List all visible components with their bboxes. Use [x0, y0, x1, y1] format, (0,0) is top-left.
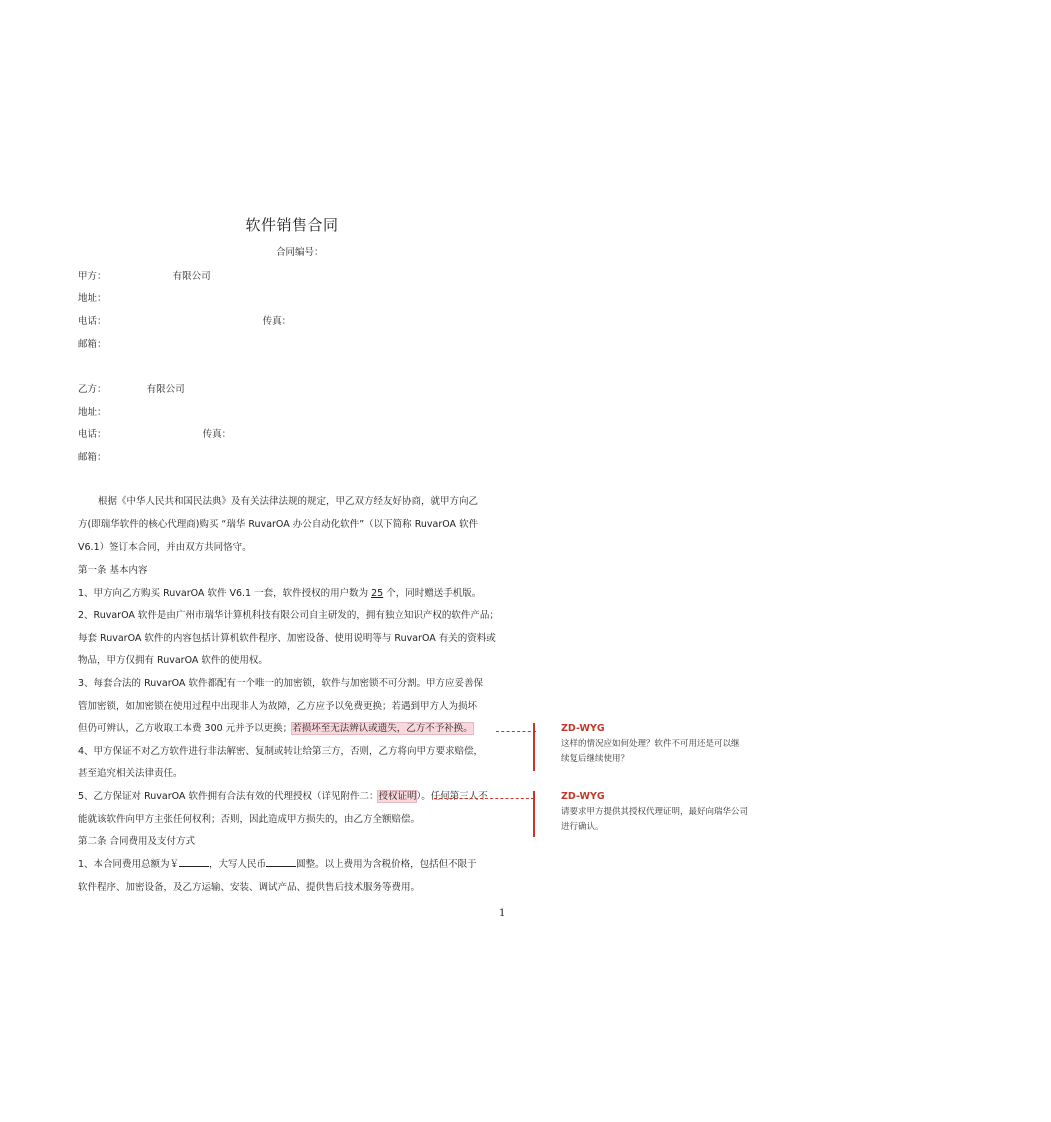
- party-a-phone-line: [78, 313, 291, 327]
- comment-line: 这样的情况应如何处理？软件不可用还是可以继: [561, 739, 740, 749]
- article-1-item-2-line: 物品，甲方仅拥有 RuvarOA 软件的使用权。: [78, 655, 268, 666]
- party-b-company: 有限公司: [146, 384, 185, 395]
- comment-author: ZD-WYG: [561, 791, 605, 802]
- article-1-item-4-line: 甚至追究相关法律责任。: [78, 768, 183, 779]
- article-1-title: 第一条 基本内容: [78, 565, 148, 576]
- total-fee-blank: [179, 857, 209, 867]
- party-a-fax: 传真：: [262, 316, 292, 327]
- article-1-item-1: [78, 585, 506, 599]
- preamble-line: V6.1）签订本合同，并由双方共同恪守。: [78, 542, 252, 553]
- party-b-address: 地址：: [78, 407, 107, 418]
- article-1-item-3-line: [78, 720, 506, 734]
- article-1-item-5-line: [78, 788, 506, 802]
- total-fee-label: 1、本合同费用总额为￥: [78, 859, 180, 870]
- comment-line: 进行确认。: [561, 822, 604, 832]
- party-a-email: 邮箱：: [78, 339, 107, 350]
- comment-bar: [533, 791, 535, 837]
- comment-body[interactable]: [561, 805, 761, 835]
- fee-terms-text: 圆整。以上费用为含税价格，包括但不限于: [296, 859, 477, 870]
- party-b-line: [78, 381, 185, 395]
- highlighted-text[interactable]: 授权证明: [378, 791, 417, 802]
- party-a-company: 有限公司: [172, 271, 211, 282]
- comment-author: ZD-WYG: [561, 723, 605, 734]
- comment-connector: [496, 731, 536, 732]
- document-title: 软件销售合同: [245, 216, 339, 234]
- article-2-title: 第二条 合同费用及支付方式: [78, 836, 196, 847]
- article-1-item-3-line: 3、每套合法的 RuvarOA 软件都配有一个唯一的加密锁，软件与加密锁不可分割。甲方应妥善保: [78, 678, 483, 689]
- item-3-text: 但仍可辨认，乙方收取工本费 300 元并予以更换；: [78, 723, 293, 734]
- preamble-line: 方(即瑞华软件的核心代理商)购买 “瑞华 RuvarOA 办公自动化软件”（以下简称 RuvarOA 软件: [78, 519, 479, 530]
- article-1-item-2-line: 每套 RuvarOA 软件的内容包括计算机软件程序、加密设备、使用说明等与 RuvarOA 有关的资料或: [78, 633, 496, 644]
- party-b-email: 邮箱：: [78, 452, 107, 463]
- rmb-uppercase-label: ，大写人民币: [209, 859, 267, 870]
- party-b-phone-line: [78, 426, 231, 440]
- highlighted-text[interactable]: 若损坏至无法辨认或遗失，乙方不予补换。: [292, 723, 473, 734]
- comment-line: 续复后继续使用？: [561, 754, 630, 764]
- article-1-item-2-line: 2、RuvarOA 软件是由广州市瑞华计算机科技有限公司自主研发的，拥有独立知识产权的软件产品；: [78, 610, 499, 621]
- comment-bar: [533, 723, 535, 771]
- article-2-item-1-line: [78, 856, 506, 870]
- contract-number-label: 合同编号：: [276, 247, 324, 258]
- article-1-item-5-line: 能就该软件向甲方主张任何权利；否则，因此造成甲方损失的，由乙方全额赔偿。: [78, 814, 421, 825]
- preamble-line: 根据《中华人民共和国民法典》及有关法律法规的规定，甲乙双方经友好协商，就甲方向乙: [98, 496, 479, 507]
- item-1-text-end: 个，同时赠送手机版。: [383, 588, 482, 599]
- item-5-text-cont: ）。任何第三人不: [416, 791, 488, 802]
- party-a-label: 甲方：: [78, 271, 107, 282]
- party-a-phone: 电话：: [78, 316, 107, 327]
- item-5-text: 5、乙方保证对 RuvarOA 软件拥有合法有效的代理授权（详见附件二：: [78, 791, 379, 802]
- article-2-item-1-line: 软件程序、加密设备，及乙方运输、安装、调试产品、提供售后技术服务等费用。: [78, 882, 421, 893]
- party-b-phone: 电话：: [78, 429, 107, 440]
- comment-line: 请要求甲方提供其授权代理证明，最好向瑞华公司: [561, 807, 749, 817]
- party-b-fax: 传真：: [202, 429, 232, 440]
- page-number: 1: [499, 908, 506, 919]
- user-count: 25: [371, 588, 384, 599]
- party-a-address: 地址：: [78, 293, 107, 304]
- party-a-line: [78, 268, 211, 282]
- item-1-text: 1、甲方向乙方购买 RuvarOA 软件 V6.1 一套，软件授权的用户数为: [78, 588, 372, 599]
- article-1-item-4-line: 4、甲方保证不对乙方软件进行非法解密、复制或转让给第三方，否则，乙方将向甲方要求赔偿，: [78, 746, 484, 757]
- comment-body[interactable]: [561, 737, 761, 767]
- party-b-label: 乙方：: [78, 384, 107, 395]
- comment-connector: [434, 798, 534, 799]
- rmb-uppercase-blank: [266, 857, 296, 867]
- article-1-item-3-line: 管加密锁，如加密锁在使用过程中出现非人为故障，乙方应予以免费更换；若遇到甲方人为损坏: [78, 701, 478, 712]
